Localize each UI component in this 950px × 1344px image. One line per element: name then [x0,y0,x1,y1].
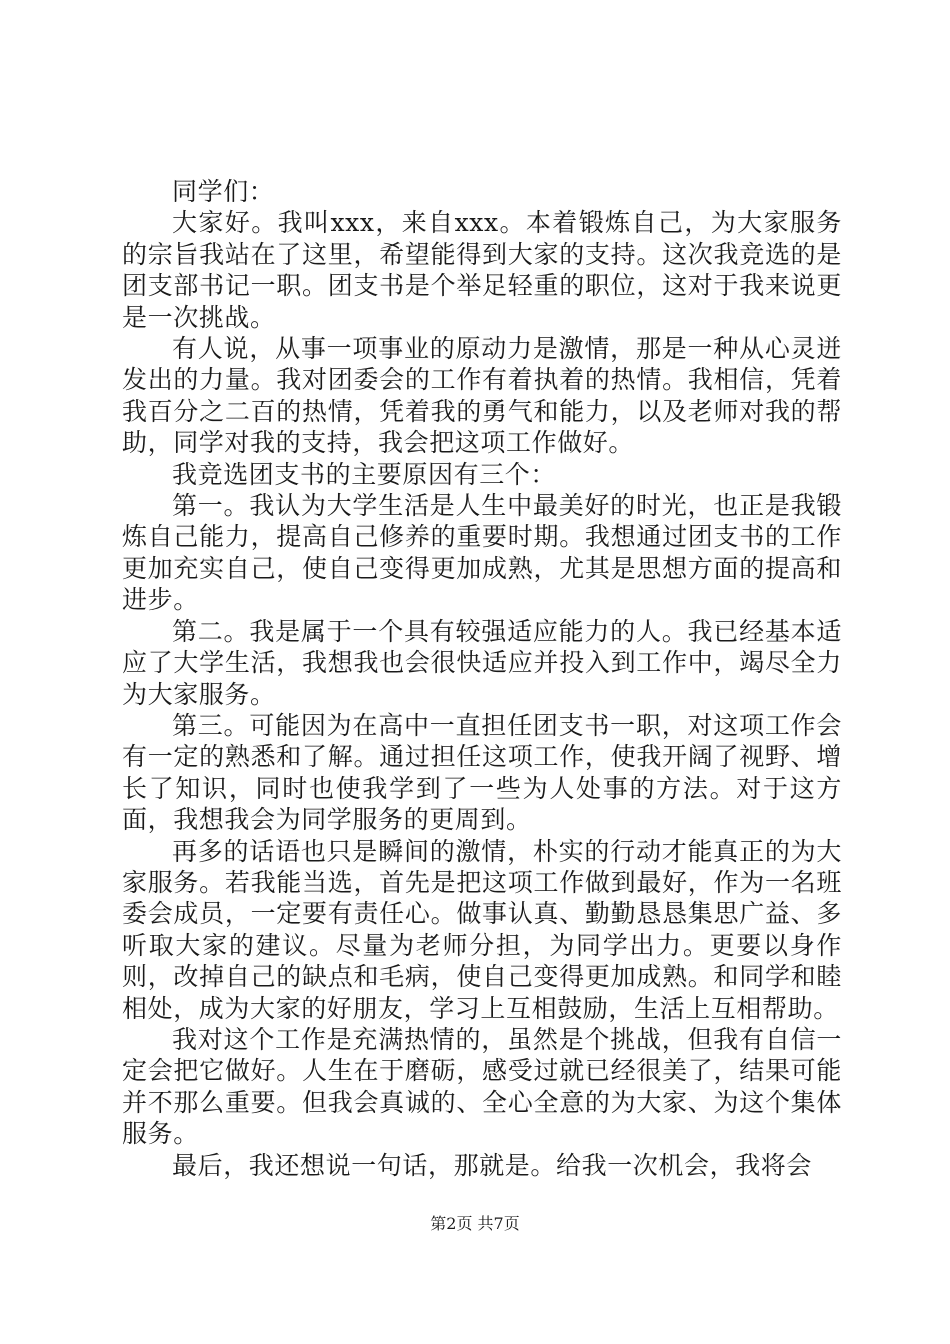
paragraph-reason-two: 第二。我是属于一个具有较强适应能力的人。我已经基本适应了大学生活，我想我也会很快适应并投入到工作中，竭尽全力为大家服务。 [122,616,842,709]
document-body [122,176,842,1181]
paragraph-commitment: 再多的话语也只是瞬间的激情，朴实的行动才能真正的为大家服务。若我能当选，首先是把这项工作做到最好，作为一名班委会成员，一定要有责任心。做事认真、勤勤恳恳集思广益、多听取大家的建议。尽量为老师分担，为同学出力。更要以身作则，改掉自己的缺点和毛病，使自己变得更加成熟。和同学和睦相处，成为大家的好朋友，学习上互相鼓励，生活上互相帮助。 [122,836,842,1023]
paragraph-greeting: 同学们： [172,177,275,206]
paragraph-reason-one: 第一。我认为大学生活是人生中最美好的时光，也正是我锻炼自己能力，提高自己修养的重要时期。我想通过团支书的工作更加充实自己，使自己变得更加成熟，尤其是思想方面的提高和进步。 [122,491,842,615]
page-number-footer: 第2页 共7页 [430,1214,520,1233]
paragraph-reasons-heading: 我竞选团支书的主要原因有三个： [172,459,557,489]
paragraph-reason-three: 第三。可能因为在高中一直担任团支书一职，对这项工作会有一定的熟悉和了解。通过担任这项工作，使我开阔了视野、增长了知识，同时也使我学到了一些为人处事的方法。对于这方面，我想我会为同学服务的更周到。 [122,710,842,835]
paragraph-introduction: 大家好。我叫xxx，来自xxx。本着锻炼自己，为大家服务的宗旨我站在了这里，希望能得到大家的支持。这次我竞选的是团支部书记一职。团支书是个举足轻重的职位，这对于我来说更是一次挑战。 [122,208,842,332]
paragraph-motivation: 有人说，从事一项事业的原动力是激情，那是一种从心灵迸发出的力量。我对团委会的工作有着执着的热情。我相信，凭着我百分之二百的热情，凭着我的勇气和能力，以及老师对我的帮助，同学对我的支持，我会把这项工作做好。 [122,334,842,458]
paragraph-closing: 最后，我还想说一句话，那就是。给我一次机会，我将会 [172,1150,813,1180]
paragraph-confidence: 我对这个工作是充满热情的，虽然是个挑战，但我有自信一定会把它做好。人生在于磨砺，感受过就已经很美了，结果可能并不那么重要。但我会真诚的、全心全意的为大家、为这个集体服务。 [122,1024,842,1149]
